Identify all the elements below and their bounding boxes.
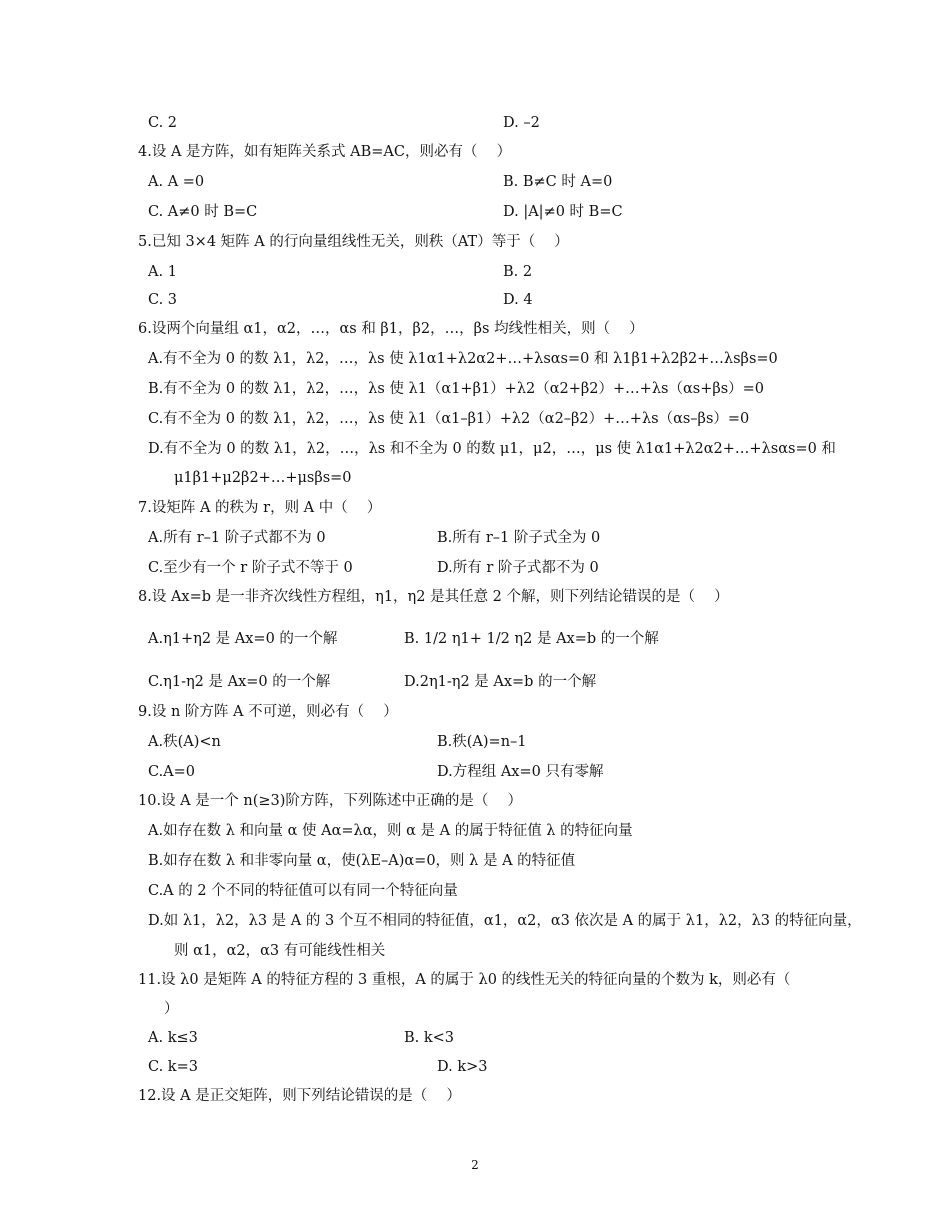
q10-stem: 10.设 A 是一个 n(≥3)阶方阵，下列陈述中正确的是（ ）: [138, 793, 522, 809]
q8-option-d: D.2η1-η2 是 Ax=b 的一个解: [404, 674, 597, 690]
q11-option-c: C. k=3: [148, 1059, 198, 1075]
q11-option-a: A. k≤3: [148, 1030, 198, 1046]
q5-stem: 5.已知 3×4 矩阵 A 的行向量组线性无关，则秩（AT）等于（ ）: [138, 234, 569, 250]
q10-option-d-line2: 则 α1，α2，α3 有可能线性相关: [174, 943, 386, 959]
q6-option-d-line1: D.有不全为 0 的数 λ1，λ2，…，λs 和不全为 0 的数 μ1，μ2，…，μs 使 λ1α1+λ2α2+…+λsαs=0 和: [148, 441, 836, 457]
page-number: 2: [471, 1158, 479, 1172]
q5-option-a: A. 1: [148, 264, 177, 280]
q6-option-d-line2: μ1β1+μ2β2+…+μsβs=0: [174, 470, 352, 486]
q8-option-b: B. 1/2 η1+ 1/2 η2 是 Ax=b 的一个解: [404, 631, 659, 647]
q9-option-a: A.秩(A)<n: [148, 734, 221, 750]
q7-option-c: C.至少有一个 r 阶子式不等于 0: [148, 560, 353, 576]
q11-option-b: B. k<3: [404, 1030, 455, 1046]
q9-option-d: D.方程组 Ax=0 只有零解: [437, 764, 604, 780]
q10-option-d-line1: D.如 λ1，λ2，λ3 是 A 的 3 个互不相同的特征值，α1，α2，α3 依次是 A 的属于 λ1，λ2，λ3 的特征向量，: [148, 913, 862, 929]
q8-option-c: C.η1-η2 是 Ax=0 的一个解: [148, 674, 331, 690]
q10-option-c: C.A 的 2 个不同的特征值可以有同一个特征向量: [148, 883, 458, 899]
q9-stem: 9.设 n 阶方阵 A 不可逆，则必有（ ）: [138, 704, 398, 720]
q7-option-a: A.所有 r–1 阶子式都不为 0: [148, 530, 326, 546]
q9-option-b: B.秩(A)=n–1: [437, 734, 527, 750]
q3-option-d: D. –2: [503, 115, 540, 131]
q4-option-a: A. A =0: [148, 174, 205, 190]
q7-option-b: B.所有 r–1 阶子式全为 0: [437, 530, 601, 546]
q5-option-d: D. 4: [503, 292, 533, 308]
q6-option-b: B.有不全为 0 的数 λ1，λ2，…，λs 使 λ1（α1+β1）+λ2（α2+β2）+…+λs（αs+βs）=0: [148, 381, 765, 397]
q4-stem: 4.设 A 是方阵，如有矩阵关系式 AB=AC，则必有（ ）: [138, 144, 512, 160]
q11-stem-line2: ）: [164, 1001, 179, 1017]
q9-option-c: C.A=0: [148, 764, 196, 780]
q10-option-a: A.如存在数 λ 和向量 α 使 Aα=λα，则 α 是 A 的属于特征值 λ 的特征向量: [148, 823, 633, 839]
q7-option-d: D.所有 r 阶子式都不为 0: [437, 560, 599, 576]
q5-option-b: B. 2: [503, 264, 533, 280]
q7-stem: 7.设矩阵 A 的秩为 r，则 A 中（ ）: [138, 500, 382, 516]
q4-option-d: D. |A|≠0 时 B=C: [503, 204, 623, 220]
q5-option-c: C. 3: [148, 292, 178, 308]
q11-stem-line1: 11.设 λ0 是矩阵 A 的特征方程的 3 重根，A 的属于 λ0 的线性无关的特征向量的个数为 k，则必有（: [138, 972, 791, 988]
q12-stem: 12.设 A 是正交矩阵，则下列结论错误的是（ ）: [138, 1088, 461, 1104]
q10-option-b: B.如存在数 λ 和非零向量 α，使(λE–A)α=0，则 λ 是 A 的特征值: [148, 853, 576, 869]
q6-option-a: A.有不全为 0 的数 λ1，λ2，…，λs 使 λ1α1+λ2α2+…+λsαs=0 和 λ1β1+λ2β2+…λsβs=0: [148, 351, 778, 367]
q11-option-d: D. k>3: [437, 1059, 488, 1075]
q6-option-c: C.有不全为 0 的数 λ1，λ2，…，λs 使 λ1（α1–β1）+λ2（α2–β2）+…+λs（αs–βs）=0: [148, 411, 750, 427]
q3-option-c: C. 2: [148, 115, 178, 131]
q8-option-a: A.η1+η2 是 Ax=0 的一个解: [148, 631, 338, 647]
q4-option-b: B. B≠C 时 A=0: [503, 174, 613, 190]
q4-option-c: C. A≠0 时 B=C: [148, 204, 258, 220]
q8-stem: 8.设 Ax=b 是一非齐次线性方程组，η1，η2 是其任意 2 个解，则下列结论错误的是（ ）: [138, 589, 729, 605]
q6-stem: 6.设两个向量组 α1，α2，…，αs 和 β1，β2，…，βs 均线性相关，则（ ）: [138, 321, 644, 337]
